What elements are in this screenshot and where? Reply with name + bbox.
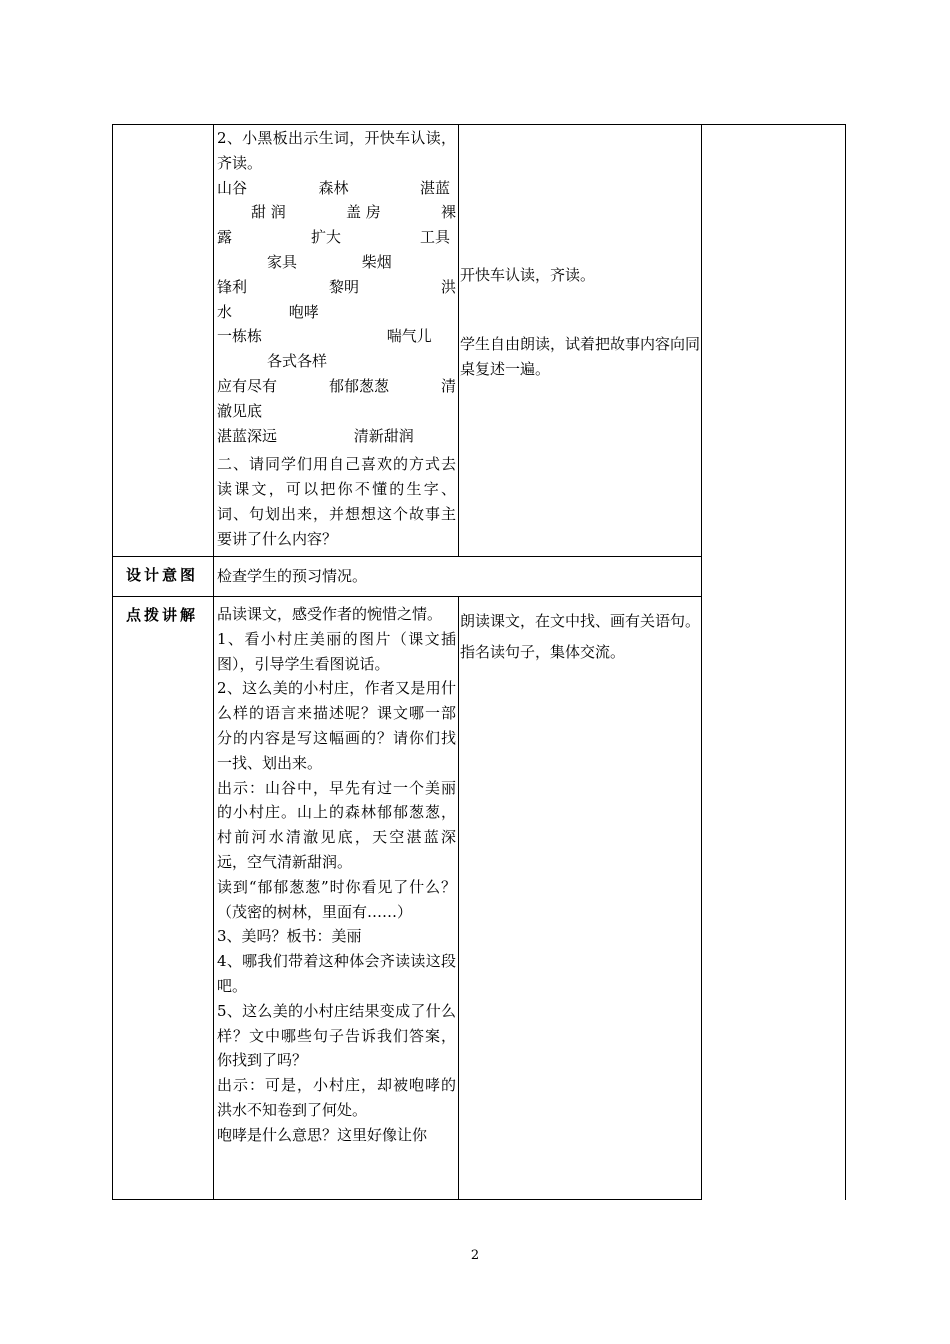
row-divider-1	[112, 556, 702, 557]
col-line-a	[112, 124, 113, 1200]
vocab-word: 家具	[267, 252, 298, 271]
guide-paragraph: 1、看小村庄美丽的图片（课文插图），引导学生看图说话。	[217, 629, 456, 673]
vocab-word: 各式各样	[267, 352, 328, 371]
vocab-word: 咆哮	[288, 302, 319, 321]
vocab-row-4	[217, 250, 456, 275]
student-activity-2: 学生自由朗读，试着把故事内容向同桌复述一遍。	[460, 334, 701, 378]
vocab-row-5	[217, 275, 456, 300]
col-line-e	[845, 124, 846, 1200]
vocab-row-11	[217, 424, 456, 449]
vocab-row-3	[217, 225, 456, 250]
guide-paragraph: 出示：可是，小村庄，却被咆哮的洪水不知卷到了何处。	[217, 1076, 456, 1119]
vocab-word: 应有尽有	[217, 376, 278, 395]
vocab-row-1	[217, 176, 456, 201]
guide-paragraph: 5、这么美的小村庄结果变成了什么样？文中哪些句子告诉我们答案，你找到了吗？	[217, 1001, 456, 1070]
student-activity-3: 朗读课文，在文中找、画有关语句。	[460, 612, 701, 630]
col-line-c-top	[458, 124, 459, 557]
vocab-word: 湛蓝	[419, 178, 450, 197]
top-student-cell	[460, 263, 700, 381]
vocab-word: 湛蓝深远	[217, 426, 278, 445]
col-line-b	[213, 124, 214, 1200]
vocab-word: 澈见底	[217, 401, 263, 420]
guide-paragraph: 出示：山谷中，早先有过一个美丽的小村庄。山上的森林郁郁葱葱，村前河水清澈见底，天空湛蓝深远，空气清新甜润。	[217, 778, 456, 871]
vocab-word: 清	[440, 376, 456, 395]
vocab-row-8	[217, 349, 456, 374]
vocab-word: 黎明	[328, 277, 359, 296]
guide-paragraph: 4、哪我们带着这种体会齐读读这段吧。	[217, 952, 456, 995]
guidance-teacher-cell	[217, 602, 456, 1148]
vocab-word: 清新甜润	[353, 426, 414, 445]
vocab-word: 裸	[440, 203, 456, 222]
guide-paragraph: 3、美吗？板书：美丽	[217, 927, 362, 946]
top-activity-cell	[217, 126, 456, 552]
vocab-row-7	[217, 324, 456, 349]
page-number: 2	[470, 1248, 480, 1263]
vocab-row-9	[217, 374, 456, 399]
guidance-student-cell	[460, 602, 700, 665]
design-intent-label: 设计意图	[126, 566, 199, 584]
vocab-word: 扩大	[310, 228, 341, 247]
guide-paragraph: 品读课文，感受作者的惋惜之情。	[217, 605, 443, 623]
vocab-row-6	[217, 300, 456, 325]
col-line-d	[701, 124, 702, 1200]
vocab-word: 甜 润	[251, 203, 286, 222]
vocab-word: 锋利	[217, 277, 248, 296]
guide-paragraph: 2、这么美的小村庄，作者又是用什么样的语言来描述呢？课文哪一部分的内容是写这幅画的？请你们找一找、划出来。	[217, 679, 456, 772]
vocab-word: 露	[217, 228, 233, 247]
guidance-label: 点拨讲解	[126, 606, 199, 624]
vocab-word: 喘气儿	[386, 327, 432, 346]
vocab-word: 盖 房	[345, 203, 381, 222]
vocab-word: 森林	[318, 178, 349, 197]
student-activity-4: 指名读句子，集体交流。	[460, 643, 626, 661]
vocab-word: 水	[217, 302, 233, 321]
vocab-word: 工具	[419, 228, 450, 247]
col-line-c-bottom	[458, 596, 459, 1200]
table-border-bottom	[112, 1199, 702, 1200]
vocab-word: 洪	[440, 277, 456, 296]
row-divider-2	[112, 596, 702, 597]
design-intent-text: 检查学生的预习情况。	[217, 567, 368, 585]
guide-paragraph: 读到“郁郁葱葱”时你看见了什么？（茂密的树林，里面有……）	[217, 877, 456, 921]
instruction-text: 2、小黑板出示生词，开快车认读，齐读。	[217, 129, 456, 172]
reading-instruction: 二、请同学们用自己喜欢的方式去读课文，可以把你不懂的生字、词、句划出来，并想想这个故事主要讲了什么内容？	[217, 455, 456, 548]
student-activity-1: 开快车认读，齐读。	[460, 266, 596, 284]
vocab-word: 郁郁葱葱	[328, 376, 389, 395]
vocab-row-2	[217, 200, 456, 225]
vocab-word: 一栋栋	[217, 327, 263, 346]
vocab-word: 山谷	[217, 178, 248, 197]
guide-paragraph: 咆哮是什么意思？这里好像让你	[217, 1125, 428, 1144]
vocab-row-10	[217, 399, 456, 424]
vocab-word: 柴烟	[361, 252, 392, 271]
table-border-top	[112, 124, 846, 125]
